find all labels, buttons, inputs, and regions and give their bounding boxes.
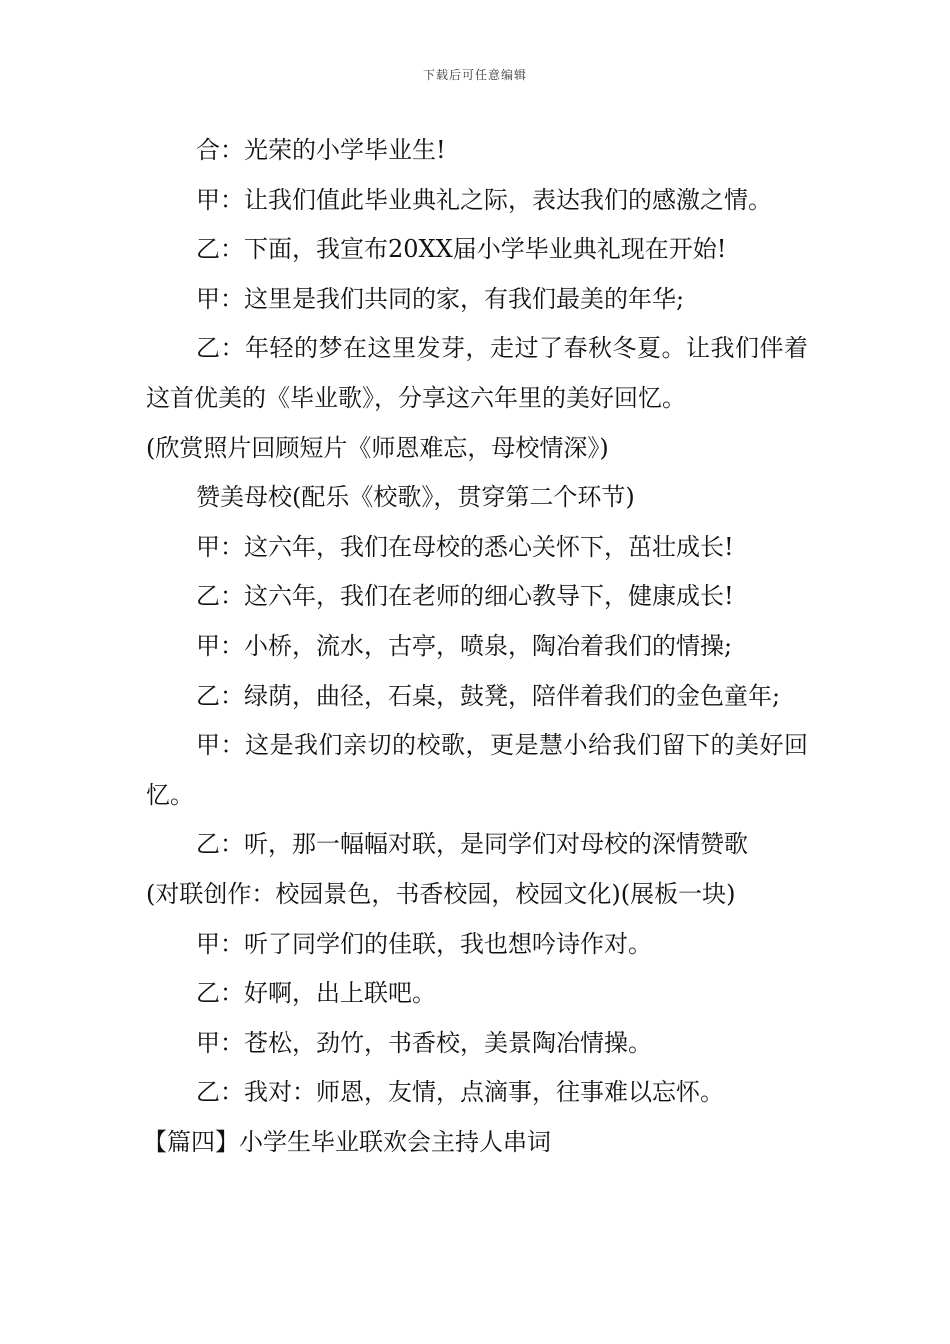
paragraph: 赞美母校(配乐《校歌》，贯穿第二个环节)	[196, 483, 635, 512]
paragraph: (欣赏照片回顾短片《师恩难忘，母校情深》)	[146, 433, 609, 462]
paragraph: 乙：下面，我宣布20XX届小学毕业典礼现在开始!	[196, 235, 727, 264]
paragraph: (对联创作：校园景色，书香校园，校园文化)(展板一块)	[146, 879, 736, 908]
paragraph: 乙：绿荫，曲径，石桌，鼓凳，陪伴着我们的金色童年;	[196, 681, 781, 710]
paragraph: 乙：听，那一幅幅对联，是同学们对母校的深情赞歌	[196, 830, 748, 859]
page-header: 下载后可任意编辑	[422, 68, 527, 82]
document-body	[143, 126, 808, 1167]
paragraph: 乙：好啊，出上联吧。	[196, 979, 436, 1008]
paragraph: 乙：我对：师恩，友情，点滴事，往事难以忘怀。	[196, 1078, 724, 1107]
paragraph: 甲：这是我们亲切的校歌，更是慧小给我们留下的美好回忆。	[146, 731, 808, 809]
paragraph: 甲：这六年，我们在母校的悉心关怀下，茁壮成长!	[196, 532, 734, 561]
paragraph: 甲：让我们值此毕业典礼之际，表达我们的感激之情。	[196, 185, 772, 214]
section-heading: 【篇四】小学生毕业联欢会主持人串词	[143, 1127, 551, 1156]
paragraph: 乙：这六年，我们在老师的细心教导下，健康成长!	[196, 582, 734, 611]
paragraph: 合：光荣的小学毕业生!	[196, 136, 446, 164]
paragraph: 乙：年轻的梦在这里发芽，走过了春秋冬夏。让我们伴着这首优美的《毕业歌》，分享这六年里的美好回忆。	[146, 334, 808, 412]
paragraph: 甲：这里是我们共同的家，有我们最美的年华;	[196, 284, 685, 313]
paragraph: 甲：苍松，劲竹，书香校，美景陶冶情操。	[196, 1028, 652, 1057]
paragraph: 甲：小桥，流水，古亭，喷泉，陶冶着我们的情操;	[196, 631, 733, 660]
paragraph: 甲：听了同学们的佳联，我也想吟诗作对。	[196, 929, 652, 958]
